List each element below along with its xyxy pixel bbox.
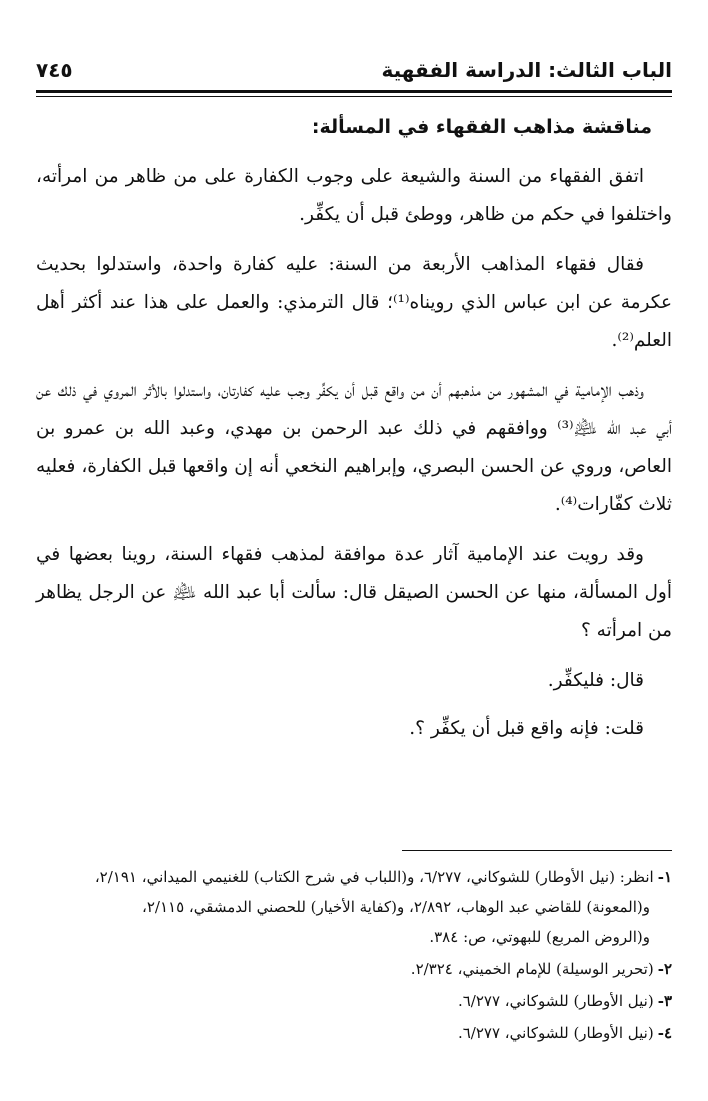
footnotes bbox=[36, 862, 672, 1050]
footnote bbox=[36, 986, 672, 1016]
footnote-text: (نيل الأوطار) للشوكاني، ٦/٢٧٧. bbox=[457, 1024, 654, 1042]
footnote-number: ٣- bbox=[657, 992, 672, 1010]
page-number: ٧٤٥ bbox=[36, 58, 73, 82]
paragraph: وذهب الإمامية في المشهور من مذهبهم أن من واقع قبل أن يكفِّر وجب عليه كفارتان، واستدلوا بالأثر المروي في ذلك عن أبي عبد الله ﵇⁽³⁾ ووافقهم في ذلك عبد الرحمن بن مهدي، وعبد الله بن عمرو بن العاص، وروي عن الحسن البصري، وإبراهيم النخعي أنه إن واقعها قبل الكفارة، فعليه ثلاث كفّارات⁽⁴⁾. bbox=[36, 380, 672, 515]
footnote-separator bbox=[402, 850, 672, 851]
footnote-continuation: و(الروض المربع) للبهوتي، ص: ٣٨٤. bbox=[429, 928, 650, 946]
footnote-number: ١- bbox=[657, 868, 672, 886]
footnote bbox=[36, 862, 672, 952]
footnote bbox=[36, 954, 672, 984]
chapter-title: الباب الثالث: الدراسة الفقهية bbox=[381, 58, 672, 82]
footnote-number: ٢- bbox=[657, 960, 672, 978]
footnote-text: (نيل الأوطار) للشوكاني، ٦/٢٧٧. bbox=[457, 992, 654, 1010]
header-rule-thick bbox=[36, 90, 672, 93]
paragraph: اتفق الفقهاء من السنة والشيعة على وجوب الكفارة على من ظاهر من امرأته، واختلفوا في حكم من ظاهر، ووطئ قبل أن يكفِّر. bbox=[36, 166, 672, 225]
footnote-continuation: و(المعونة) للقاضي عبد الوهاب، ٢/٨٩٢، و(كفاية الأخيار) للحصني الدمشقي، ٢/١١٥، bbox=[142, 898, 650, 916]
dialogue-line: قلت: فإنه واقع قبل أن يكفِّر ؟. bbox=[409, 718, 644, 739]
dialogue-line: قال: فليكفِّر. bbox=[547, 670, 644, 691]
footnote-text: (تحرير الوسيلة) للإمام الخميني، ٢/٣٢٤. bbox=[410, 960, 654, 978]
footnote bbox=[36, 1018, 672, 1048]
header-rule-thin bbox=[36, 96, 672, 97]
running-header bbox=[36, 56, 672, 90]
main-text bbox=[36, 108, 672, 758]
paragraph: وقد رويت عند الإمامية آثار عدة موافقة لمذهب فقهاء السنة، روينا بعضها في أول المسألة، منها عن الحسن الصيقل قال: سألت أبا عبد الله ﵇ عن الرجل يظاهر من امرأته ؟ bbox=[36, 544, 672, 641]
footnote-text: انظر: (نيل الأوطار) للشوكاني، ٦/٢٧٧، و(اللباب في شرح الكتاب) للغنيمي الميداني، ٢/١٩١، bbox=[94, 868, 654, 886]
paragraph: فقال فقهاء المذاهب الأربعة من السنة: عليه كفارة واحدة، واستدلوا بحديث عكرمة عن ابن عباس الذي رويناه⁽¹⁾؛ قال الترمذي: والعمل على هذا عند أكثر أهل العلم⁽²⁾. bbox=[36, 254, 673, 351]
footnote-number: ٤- bbox=[657, 1024, 672, 1042]
section-heading: مناقشة مذاهب الفقهاء في المسألة: bbox=[311, 116, 652, 138]
